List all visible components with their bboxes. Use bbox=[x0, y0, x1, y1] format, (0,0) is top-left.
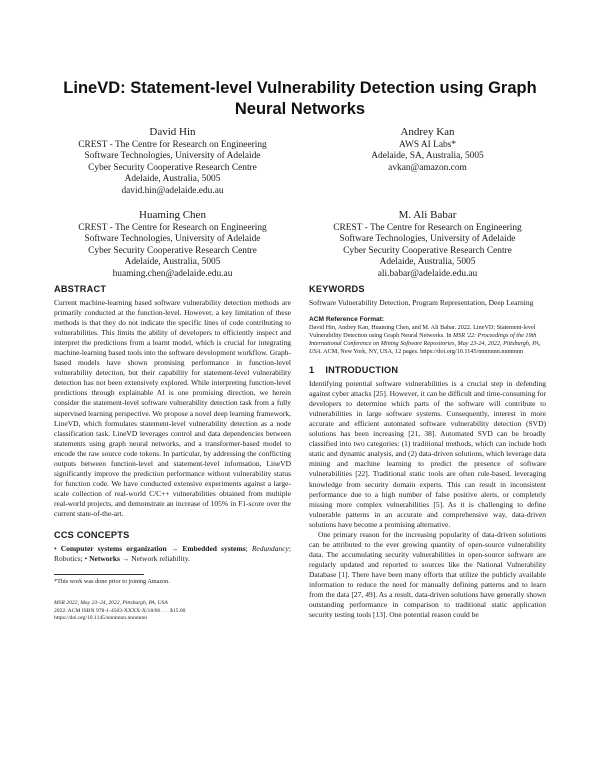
author-name: M. Ali Babar bbox=[398, 209, 457, 222]
abstract-text: Current machine-learning based software vulnerability detection methods are primarily conducted at the function-level. However, a key limitation of these methods is that they do not indicate the specific lines of code contributing to vulnerabilities. This limits the ability of developers to efficiently inspect and interpret the predictions from a learnt model, which is crucial for integrating machine-learning based tools into the software development workflow. Graph-based models have shown promising performance in function-level vulnerability detection, but their capability for statement-level vulnerability detection has not been extensively explored. While interpreting function-level predictions through explainable AI is one promising direction, we herein consider the statement-level software vulnerability detection task from a fully supervised learning perspective. We propose a novel deep learning framework, LineVD, which formulates statement-level vulnerability detection as a node classification task. LineVD leverages control and data dependencies between statements using graph neural networks, and a transformer-based model to encode the raw source code tokens. In particular, by addressing the conflicting outputs between function-level and statement-level information, LineVD significantly improve the prediction performance without vulnerability status for function code. We have conducted extensive experiments against a large-scale collection of real-world C/C++ vulnerabilities obtained from multiple real-world projects, and demonstrate an increase of 105% in F1-score over the current state-of-the-art. bbox=[54, 298, 291, 518]
paper-title: LineVD: Statement-level Vulnerability Detection using Graph Neural Networks bbox=[63, 79, 537, 118]
author-name: Andrey Kan bbox=[400, 126, 455, 138]
author-1 bbox=[54, 126, 291, 197]
author-4 bbox=[309, 209, 546, 280]
author-affiliation-line: AWS AI Labs* bbox=[398, 140, 457, 150]
isbn-line: 2022. ACM ISBN 978-1-4503-XXXX-X/18/06 . . . $15.00 bbox=[54, 607, 186, 614]
keywords-text: Software Vulnerability Detection, Program Representation, Deep Learning bbox=[309, 298, 534, 307]
author-affiliation-line: Software Technologies, University of Adelaide bbox=[339, 234, 516, 245]
author-affiliation-line: ali.babar@adelaide.edu.au bbox=[377, 268, 478, 279]
body-columns bbox=[54, 284, 546, 622]
abstract-heading: ABSTRACT bbox=[54, 284, 107, 294]
intro-paragraph: Identifying potential software vulnerabilities is a crucial step in defending against cyber attacks [25]. However, it can be difficult and time-consuming for developers to determine which parts of the software will contribute to vulnerabilities in large software systems. Consequently, interest in more accurate and efficient automated software vulnerability detection (SVD) solutions has been increasing [21, 38]. Automated SVD can be broadly classified into two categories: (1) traditional methods, which can include both static and dynamic analysis, and (2) data-driven solutions, which leverage data mining and machine learning to predict the presence of software vulnerabilities [22]. Traditional static tools are often rule-based, leveraging knowledge from security domain experts. This can result in inconsistent performance due to a high number of false positive alerts, or completely missing more complex vulnerabilities [5]. As it is challenging to define vulnerable patterns in an accurate and comprehensive way, data-driven solutions have become a promising alternative. bbox=[309, 379, 546, 529]
doi-line: https://doi.org/10.1145/nnnnnnn.nnnnnnn bbox=[54, 614, 148, 621]
author-affiliation-line: CREST - The Centre for Research on Engineering bbox=[78, 223, 267, 234]
ccs-section bbox=[54, 530, 291, 564]
footnote: *This work was done prior to joining Amazon. bbox=[54, 578, 170, 586]
reference-format-text: David Hin, Andrey Kan, Huaming Chen, and M. Ali Babar. 2022. LineVD: Statement-level Vulnerability Detection using Graph Neural Networks. In MSR '22: Proceedings of the 19th International Conference on Mining Software Repositories, May 23-24, 2022, Pittsburgh, PA, USA. ACM, New York, NY, USA, 12 pages. https://doi.org/10.1145/nnnnnnn.nnnnnnn bbox=[309, 324, 541, 356]
author-name: Huaming Chen bbox=[139, 209, 206, 222]
author-block bbox=[54, 126, 546, 280]
author-2 bbox=[309, 126, 546, 197]
author-affiliation-line: Software Technologies, University of Adelaide bbox=[84, 151, 261, 162]
ccs-text: • Computer systems organization → Embedded systems; Redundancy; Robotics; • Networks → Network reliability. bbox=[54, 544, 291, 564]
author-affiliation-line: avkan@amazon.com bbox=[388, 162, 467, 173]
author-affiliation-line: CREST - The Centre for Research on Engineering bbox=[78, 140, 267, 150]
author-affiliation-line: Cyber Security Cooperative Research Centre bbox=[88, 245, 257, 256]
footnote-rule bbox=[54, 574, 144, 575]
author-affiliation-line: david.hin@adelaide.edu.au bbox=[121, 185, 224, 196]
conference-line: MSR 2022, May 23–24, 2022, Pittsburgh, PA, USA bbox=[54, 600, 168, 607]
author-affiliation-line: Adelaide, SA, Australia, 5005 bbox=[371, 151, 484, 162]
keywords-heading: KEYWORDS bbox=[309, 284, 365, 294]
author-name: David Hin bbox=[149, 126, 196, 138]
introduction-heading: 1 INTRODUCTION bbox=[309, 365, 399, 376]
author-3 bbox=[54, 209, 291, 280]
author-affiliation-line: Software Technologies, University of Adelaide bbox=[84, 234, 261, 245]
author-affiliation-line: Adelaide, Australia, 5005 bbox=[379, 257, 476, 268]
author-affiliation-line: Adelaide, Australia, 5005 bbox=[124, 174, 221, 185]
ccs-heading: CCS CONCEPTS bbox=[54, 530, 130, 541]
author-affiliation-line: Adelaide, Australia, 5005 bbox=[124, 257, 221, 268]
left-column bbox=[54, 284, 291, 622]
reference-format-heading: ACM Reference Format: bbox=[309, 316, 385, 324]
author-affiliation-line: huaming.chen@adelaide.edu.au bbox=[112, 268, 233, 279]
intro-paragraph: One primary reason for the increasing popularity of data-driven solutions can be attributed to the ever growing quantity of open-source vulnerability data. The accumulating security vulnerabilities in open-source software are regularly updated and reported to sources like the National Vulnerability Database [1]. There have been many efforts that utilize the publicly available information to reduce the need for manually defining patterns and to learn from the data [27, 49]. As a result, data-driven solutions have generally shown outstanding performance in comparison to traditional static application security testing tools [13]. One potential reason could be bbox=[309, 529, 546, 620]
right-column bbox=[309, 284, 546, 622]
author-affiliation-line: Cyber Security Cooperative Research Centre bbox=[343, 245, 512, 256]
conference-info bbox=[54, 600, 291, 622]
author-affiliation-line: Cyber Security Cooperative Research Centre bbox=[88, 162, 257, 173]
author-affiliation-line: CREST - The Centre for Research on Engineering bbox=[333, 223, 522, 234]
introduction-section bbox=[309, 365, 546, 620]
